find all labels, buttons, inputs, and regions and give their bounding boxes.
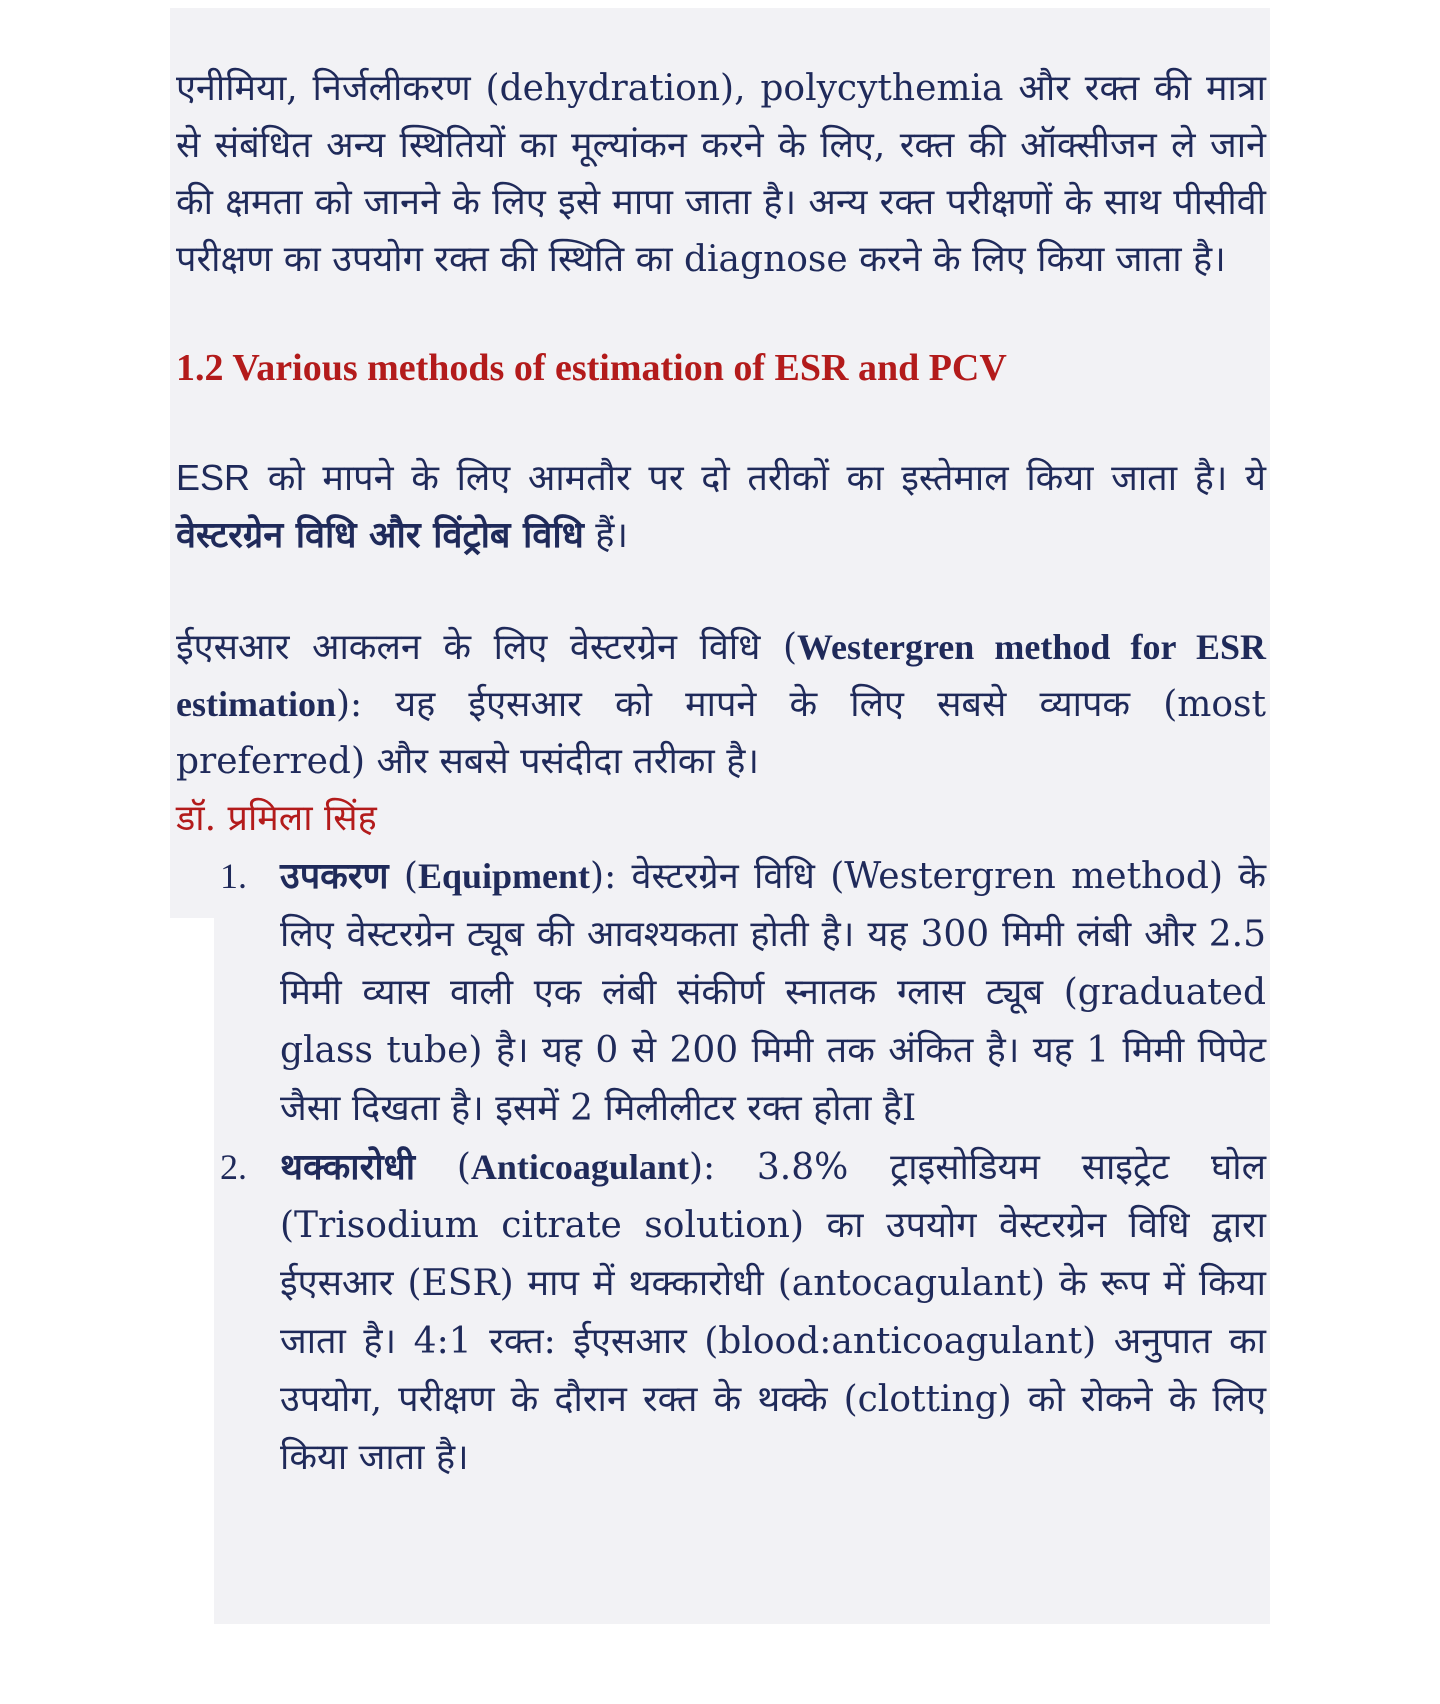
westergren-bold: Westergren method for ESR estimation <box>176 627 1267 724</box>
westergren-text-b: ): यह ईएसआर को मापने के लिए सबसे व्यापक (most preferred) और सबसे पसंदीदा तरीका है। <box>176 684 1266 782</box>
item-title-hindi: थक्कारोधी <box>280 1146 416 1188</box>
item-text-b: ): 3.8% ट्राइसोडियम साइट्रेट घोल (Trisodium citrate solution) का उपयोग वेस्टरग्रेन विधि द्वारा ईएसआर (ESR) माप में थक्कारोधी (antocagulant) के रूप में किया जाता है। 4:1 रक्त: ईएसआर (blood:anticoagulant) अनुपात का उपयोग, परीक्षण के दौरान रक्त के थक्के (clotting) को रोकने के लिए किया जाता है। <box>280 1147 1266 1478</box>
list-item-anticoagulant <box>176 1138 1266 1487</box>
requirements-list <box>176 847 1266 1487</box>
author-name: डॉ. प्रमिला सिंह <box>176 798 377 839</box>
item-text-a: ( <box>388 856 418 897</box>
list-marker: 2. <box>220 1147 247 1187</box>
item-title-hindi: उपकरण <box>280 855 389 897</box>
esr-abbrev: ESR <box>176 457 251 498</box>
item-text-b: ): वेस्टरग्रेन विधि (Westergren method) के लिए वेस्टरग्रेन ट्यूब की आवश्यकता होती है। यह 300 मिमी लंबी और 2.5 मिमी व्यास वाली एक लंबी संकीर्ण स्नातक ग्लास ट्यूब (graduated glass tube) है। यह 0 से 200 मिमी तक अंकित है। यह 1 मिमी पिपेट जैसा दिखता है। इसमें 2 मिलीलीटर रक्त होता हैI <box>280 856 1266 1129</box>
westergren-paragraph <box>176 619 1266 790</box>
esr-text-a: को मापने के लिए आमतौर पर दो तरीकों का इस्तेमाल किया जाता है। ये <box>250 458 1266 499</box>
esr-methods-bold: वेस्टरग्रेन विधि और विंट्रोब विधि <box>176 514 584 556</box>
item-text-a: ( <box>415 1147 471 1188</box>
list-marker: 1. <box>220 856 247 896</box>
westergren-text-a: ईएसआर आकलन के लिए वेस्टरग्रेन विधि ( <box>176 627 797 668</box>
intro-paragraph: एनीमिया, निर्जलीकरण (dehydration), polycythemia और रक्त की मात्रा से संबंधित अन्य स्थितियों का मूल्यांकन करने के लिए, रक्त की ऑक्सीजन ले जाने की क्षमता को जानने के लिए इसे मापा जाता है। अन्य रक्त परीक्षणों के साथ पीसीवी परीक्षण का उपयोग रक्त की स्थिति का diagnose करने के लिए किया जाता है। <box>176 68 1266 280</box>
section-heading: 1.2 Various methods of estimation of ESR and PCV <box>176 347 1007 389</box>
esr-text-b: हैं। <box>583 515 629 556</box>
esr-methods-paragraph <box>176 449 1266 564</box>
item-title-english: Equipment <box>417 856 591 896</box>
item-title-english: Anticoagulant <box>470 1147 689 1187</box>
list-item-equipment <box>176 847 1266 1138</box>
document-content <box>176 60 1266 1487</box>
